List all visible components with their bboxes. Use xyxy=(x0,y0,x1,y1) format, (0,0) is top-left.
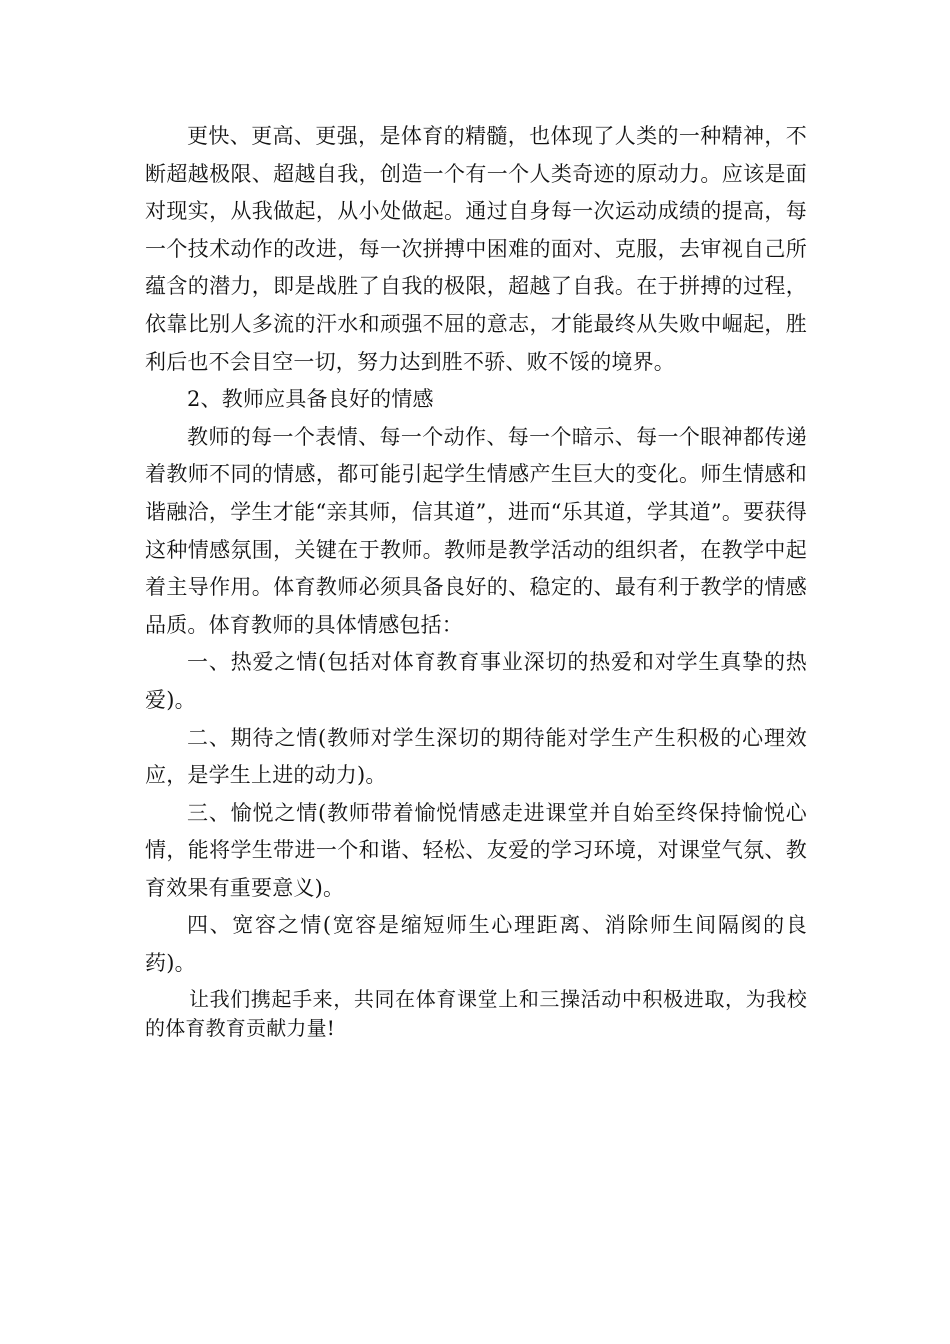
list-item-love: 一、热爱之情(包括对体育教育事业深切的热爱和对学生真挚的热爱)。 xyxy=(145,650,807,712)
list-item-tolerance: 四、宽容之情(宽容是缩短师生心理距离、消除师生间隔阂的良药)。 xyxy=(145,913,807,976)
paragraph-teacher-emotion: 教师的每一个表情、每一个动作、每一个暗示、每一个眼神都传递着教师不同的情感，都可能引起学生情感产生巨大的变化。师生情感和谐融洽，学生才能“亲其师，信其道”，进而“乐其道，学其道”。要获得这种情感氛围，关键在于教师。教师是教学活动的组织者，在教学中起着主导作用。体育教师必须具备良好的、稳定的、最有利于教学的情感品质。体育教师的具体情感包括： xyxy=(145,424,807,637)
list-item-expectation: 二、期待之情(教师对学生深切的期待能对学生产生积极的心理效应，是学生上进的动力)。 xyxy=(145,725,807,788)
paragraph-olympic-spirit: 更快、更高、更强，是体育的精髓，也体现了人类的一种精神，不断超越极限、超越自我，创造一个有一个人类奇迹的原动力。应该是面对现实，从我做起，从小处做起。通过自身每一次运动成绩的提高，每一个技术动作的改进，每一次拼搏中困难的面对、克服，去审视自己所蕴含的潜力，即是战胜了自我的极限，超越了自我。在于拼搏的过程，依靠比别人多流的汗水和顽强不屈的意志，才能最终从失败中崛起，胜利后也不会目空一切，努力达到胜不骄、败不馁的境界。 xyxy=(145,124,807,374)
closing-paragraph: 让我们携起手来，共同在体育课堂上和三操活动中积极进取，为我校的体育教育贡献力量! xyxy=(145,986,807,1040)
list-item-joy: 三、愉悦之情(教师带着愉悦情感走进课堂并自始至终保持愉悦心情，能将学生带进一个和谐、轻松、友爱的学习环境，对课堂气氛、教育效果有重要意义)。 xyxy=(145,800,807,900)
document-page xyxy=(145,118,807,1043)
section-heading-teacher-emotion: 2、教师应具备良好的情感 xyxy=(187,387,434,412)
